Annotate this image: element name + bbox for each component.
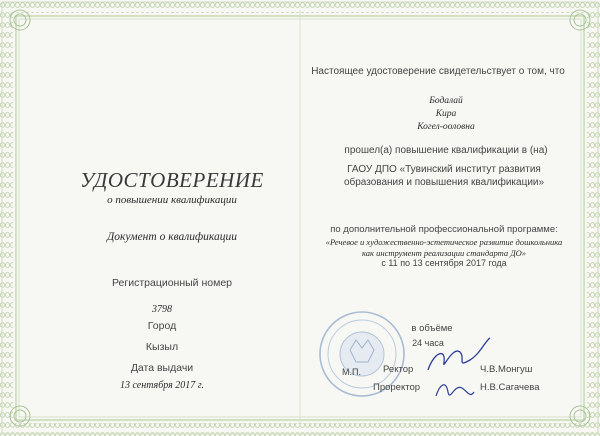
rector-name: Ч.В.Монгуш [480,364,533,375]
city-label: Город [147,320,177,332]
program-line-1: «Речевое и художественно-эстетическое развитие дошкольника [325,237,563,247]
holder-surname: Бодалай [429,96,463,106]
certificate-subtitle: о повышении квалификации [107,194,237,206]
prorector-label: Проректор [373,382,421,393]
city: Кызыл [145,341,179,353]
prorector-name: Н.В.Сагачева [480,382,540,393]
rector-label: Ректор [383,364,414,375]
intro-text: Настоящее удостоверение свидетельствует о том, что [311,66,565,77]
program-label: по дополнительной профессиональной программе: [330,224,558,235]
organization-line-1: ГАОУ ДПО «Тувинский институт развития [347,164,541,175]
volume-label: в объёме [411,323,453,334]
organization-line-2: образования и повышения квалификации» [343,177,545,188]
issue-date: 13 сентября 2017 г. [119,380,205,391]
registration-number: 3798 [152,304,172,315]
document-type: Документ о квалификации [106,231,238,243]
volume-hours: 24 часа [412,338,444,348]
certificate-title: УДОСТОВЕРЕНИЕ [80,168,264,192]
program-line-2: как инструмент реализации стандарта ДО» [361,248,527,258]
registration-label: Регистрационный номер [112,277,232,289]
stamp-place-label: М.П. [342,367,361,377]
holder-patronymic: Когел-ооловна [417,122,475,132]
holder-name: Кира [435,109,457,119]
training-period: с 11 по 13 сентября 2017 года [381,258,507,268]
passed-text: прошел(а) повышение квалификации в (на) [344,145,548,156]
issue-date-label: Дата выдачи [130,362,194,374]
prorector-signature [436,385,474,396]
